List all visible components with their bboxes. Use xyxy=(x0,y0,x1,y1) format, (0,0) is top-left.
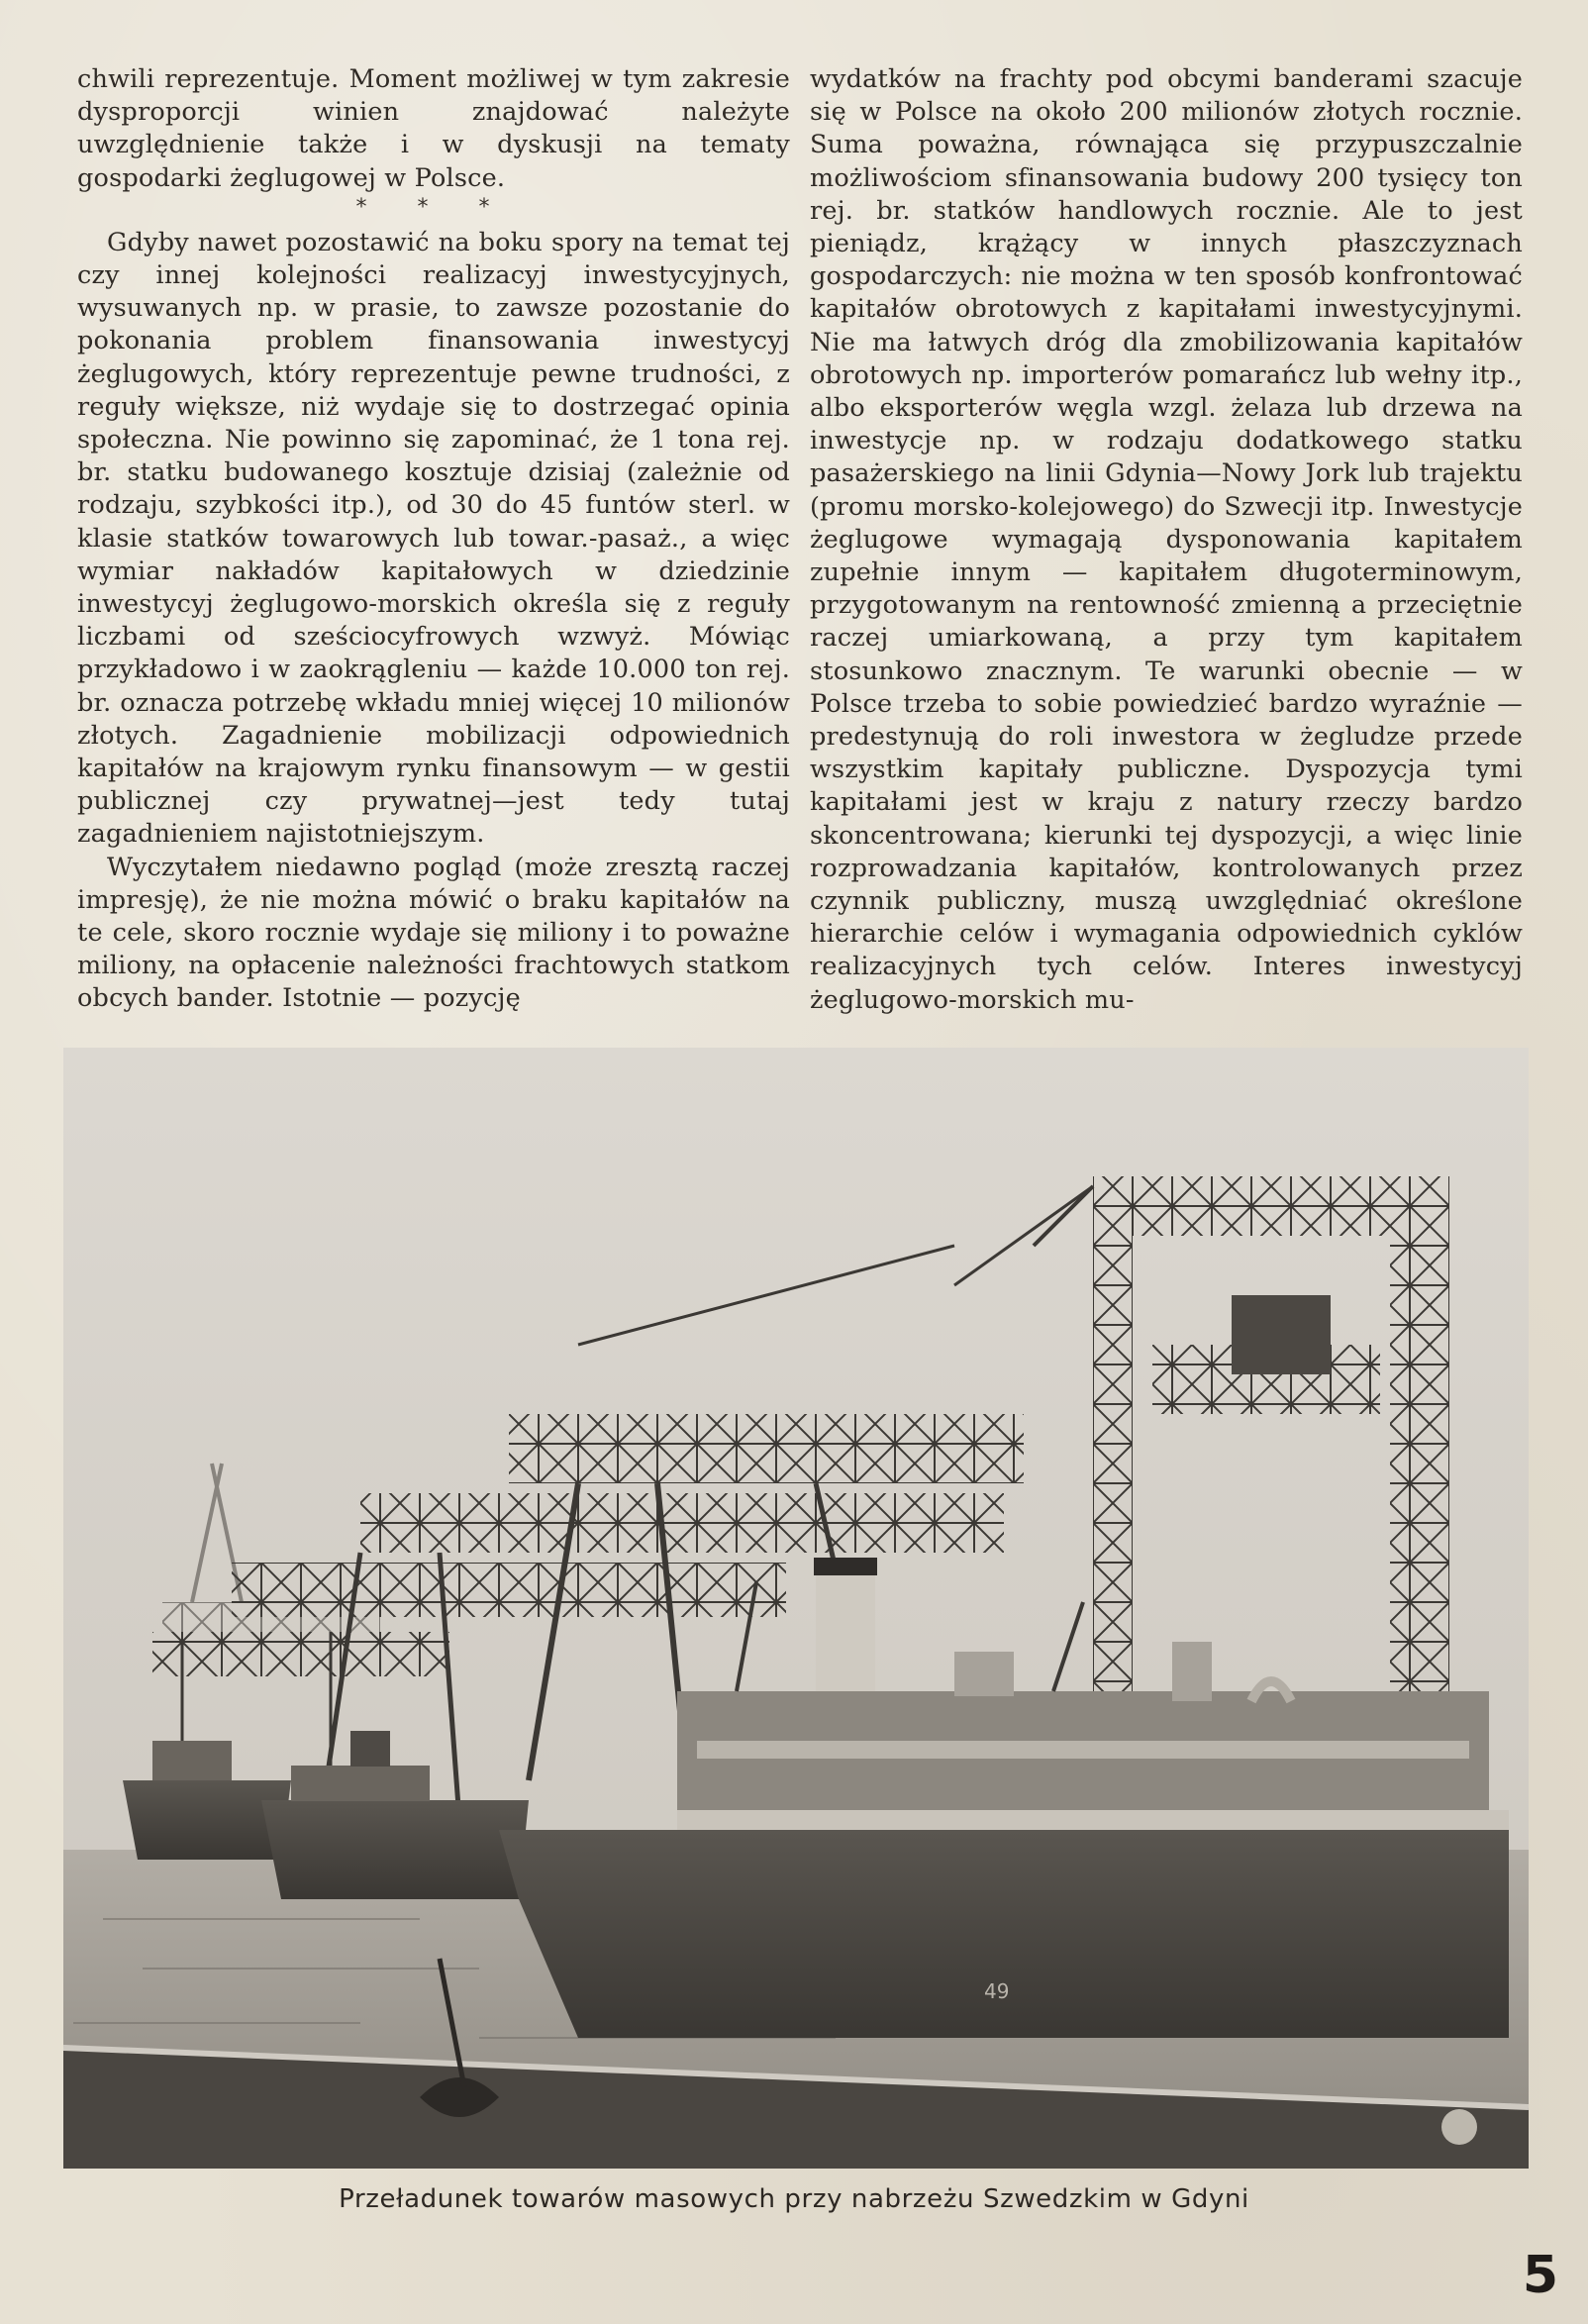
section-separator: * * * xyxy=(355,194,512,220)
hull-marking: 49 xyxy=(984,1979,1010,2003)
right-column xyxy=(810,63,1523,1017)
harbor-photo xyxy=(63,1048,1529,2169)
left-column xyxy=(77,63,790,1016)
paragraph: Gdyby nawet pozostawić na boku spory na temat tej czy innej kolejności realizacyj inwestycyjnych, wysuwanych np. w prasie, to zawsze pozostanie do pokonania problem finansowania inwestycyj żeglugowych, który reprezentuje pewne trudności, z reguły większe, niż wydaje się to dostrzegać opinia społeczna. Nie powinno się zapominać, że 1 tona rej. br. statku budowanego kosztuje dzisiaj (zależnie od rodzaju, szybkości itp.), od 30 do 45 funtów sterl. w klasie statków towarowych lub towar.-pasaż., a więc wymiar nakładów kapitałowych w dziedzinie inwestycyj żeglugowo-morskich określa się z reguły liczbami od sześciocyfrowych wzwyż. Mówiąc przykładowo i w zaokrągleniu — każde 10.000 ton rej. br. oznacza potrzebę wkładu mniej więcej 10 milionów złotych. Zagadnienie mobilizacji odpowiednich kapitałów na krajowym rynku finansowym — w gestii publicznej czy prywatnej—jest tedy tutaj zagadnieniem najistotniejszym. xyxy=(77,227,790,850)
paragraph: wydatków na frachty pod obcymi banderami szacuje się w Polsce na około 200 milionów złotych rocznie. Suma poważna, równająca się przypuszczalnie możliwościom sfinansowania budowy 200 tysięcy ton rej. br. statków handlowych rocznie. Ale to jest pieniądz, krążący w innych płaszczyznach gospodarczych: nie można w ten sposób konfrontować kapitałów obrotowych z kapitałami inwestycyjnymi. Nie ma łatwych dróg dla zmobilizowania kapitałów obrotowych np. importerów pomarańcz lub wełny itp., albo eksporterów węgla wzgl. żelaza lub drzewa na inwestycje np. w rodzaju dodatkowego statku pasażerskiego na linii Gdynia—Nowy Jork lub trajektu (promu morsko-kolejowego) do Szwecji itp. Inwestycje żeglugowe wymagają dysponowania kapitałem zupełnie innym — kapitałem długoterminowym, przygotowanym na rentowność zmienną a przeciętnie raczej umiarkowaną, a przy tym kapitałem stosunkowo znacznym. Te warunki obecnie — w Polsce trzeba to sobie powiedzieć bardzo wyraźnie — predestynują do roli inwestora w żegludze przede wszystkim kapitały publiczne. Dyspozycja tymi kapitałami jest w kraju z natury rzeczy bardzo skoncentrowana; kierunki tej dyspozycji, a więc linie rozprowadzania kapitałów, kontrolowanych przez czynnik publiczny, muszą uwzględniać określone hierarchie celów i wymagania odpowiednich cyklów realizacyjnych tych celów. Interes inwestycyj żeglugowo-morskich mu- xyxy=(810,64,1523,1015)
paragraph: chwili reprezentuje. Moment możliwej w tym zakresie dysproporcji winien znajdować należyte uwzględnienie także i w dyskusji na tematy gospodarki żeglugowej w Polsce. xyxy=(77,64,790,193)
page-number: 5 xyxy=(1522,2246,1558,2305)
paragraph: Wyczytałem niedawno pogląd (może zresztą raczej impresję), że nie można mówić o braku kapitałów na te cele, skoro rocznie wydaje się miliony i to poważne miliony, na opłacenie należności frachtowych statkom obcych bander. Istotnie — pozycję xyxy=(77,852,790,1014)
photo-caption: Przeładunek towarów masowych przy nabrzeżu Szwedzkim w Gdyni xyxy=(339,2184,1249,2214)
